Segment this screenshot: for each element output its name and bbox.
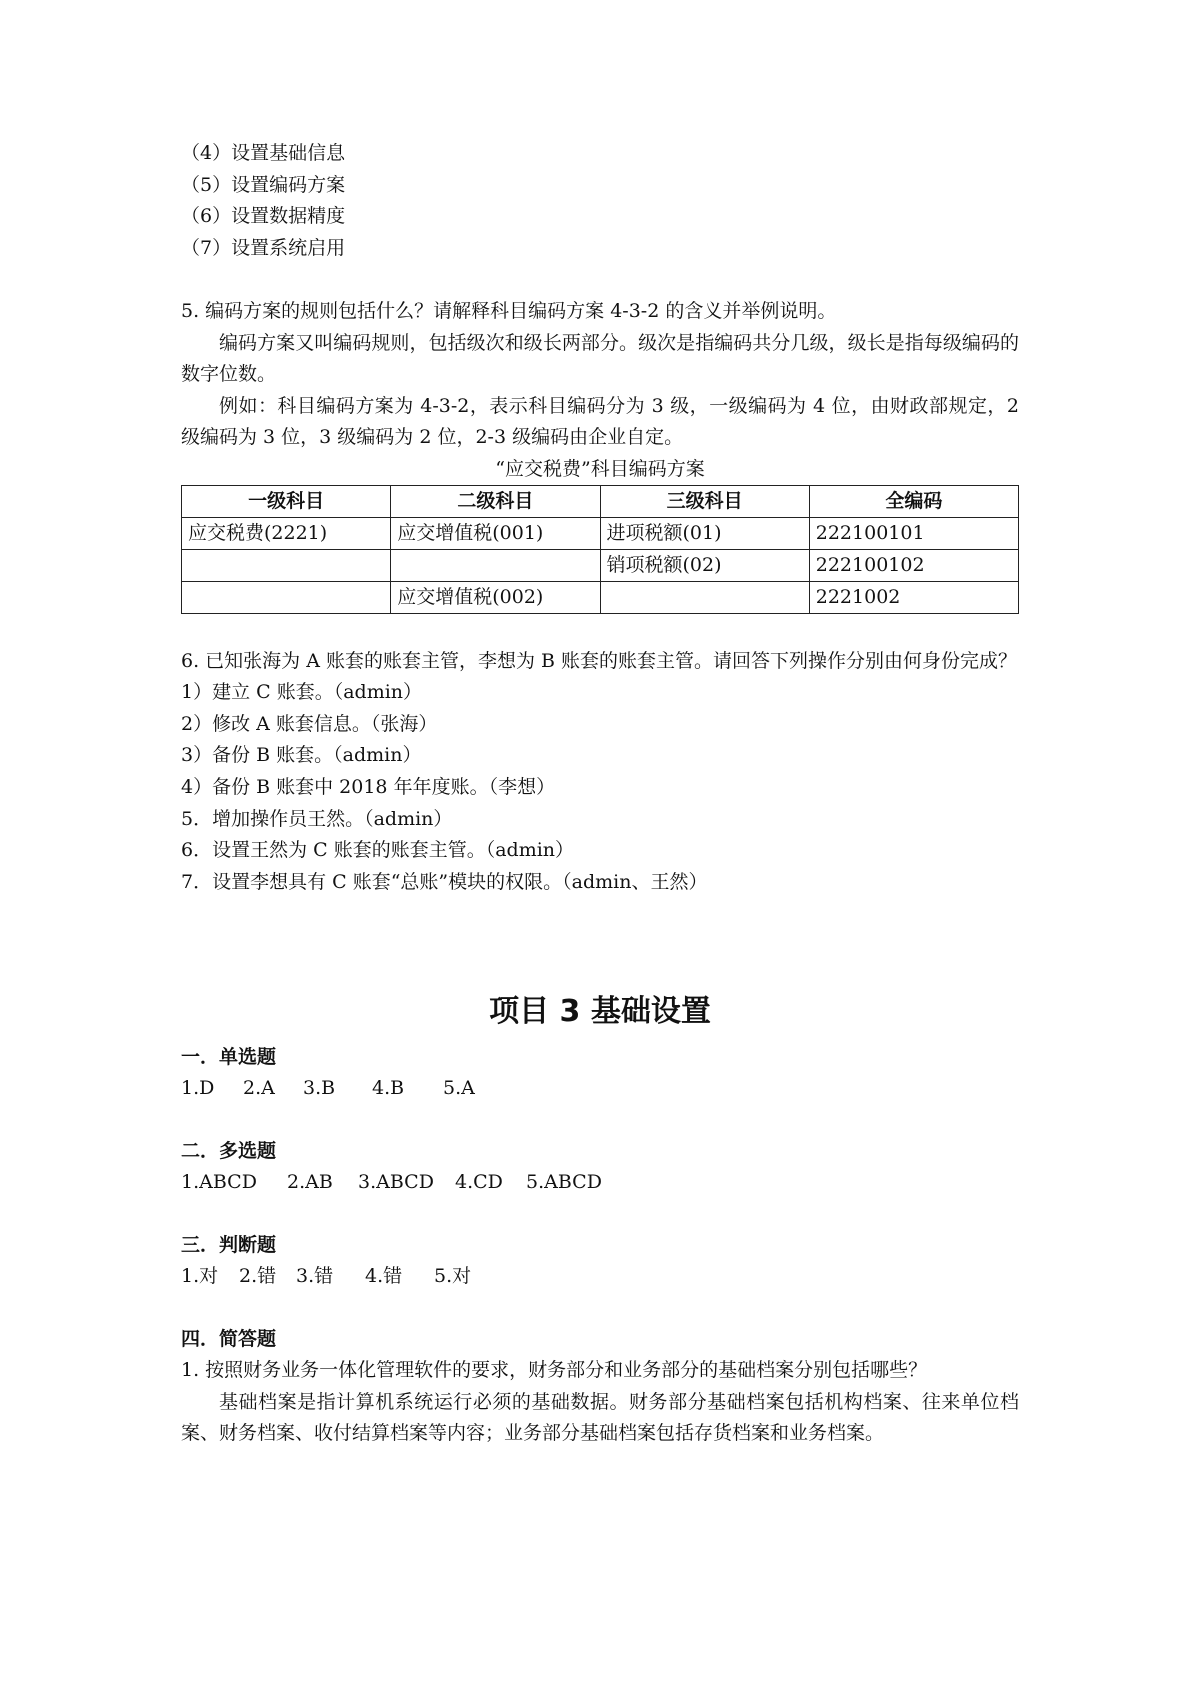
table-cell: 应交增值税(001) — [391, 517, 600, 549]
header-level-3: 三级科目 — [600, 485, 809, 517]
spacer — [181, 1104, 1019, 1136]
spacer — [181, 1292, 1019, 1324]
setup-step: （7）设置系统启用 — [181, 236, 346, 259]
question-6-item: 5．增加操作员王然。（admin） — [181, 807, 453, 830]
table-cell: 222100101 — [809, 517, 1018, 549]
question-6-item: 4）备份 B 账套中 2018 年年度账。（李想） — [181, 775, 556, 798]
section-multiple-choice — [181, 1136, 1019, 1198]
section-heading: 一．单选题 — [181, 1046, 277, 1069]
setup-step: （6）设置数据精度 — [181, 205, 346, 228]
answer-item: 4.错 — [365, 1265, 403, 1288]
answer-item: 5.ABCD — [526, 1171, 602, 1194]
question-5 — [181, 296, 1019, 454]
table-cell: 应交增值税(002) — [391, 581, 600, 613]
header-full-code: 全编码 — [809, 485, 1018, 517]
question-6-item: 1）建立 C 账套。（admin） — [181, 681, 423, 704]
coding-scheme-table — [181, 485, 1019, 614]
section-heading: 四．简答题 — [181, 1328, 277, 1351]
answer-item: 3.ABCD — [358, 1171, 434, 1194]
answer-item: 5.A — [443, 1077, 475, 1100]
section-true-false — [181, 1230, 1019, 1292]
table-cell: 应交税费(2221) — [182, 517, 391, 549]
question-5-answer-1: 编码方案又叫编码规则，包括级次和级长两部分。级次是指编码共分几级，级长是指每级编码的数字位数。 — [181, 331, 1019, 386]
document-page — [181, 138, 1019, 1450]
short-answer-question: 1. 按照财务业务一体化管理软件的要求，财务部分和业务部分的基础档案分别包括哪些？ — [181, 1359, 928, 1382]
table-row — [182, 581, 1019, 613]
answer-row — [181, 1073, 1019, 1104]
answer-item: 4.CD — [455, 1171, 503, 1194]
spacer — [181, 264, 1019, 296]
answer-item: 1.D — [181, 1077, 215, 1100]
answer-item: 1.对 — [181, 1265, 219, 1288]
answer-item: 2.AB — [287, 1171, 333, 1194]
project-title: 项目 3 基础设置 — [489, 994, 711, 1030]
table-cell — [391, 549, 600, 581]
table-cell: 进项税额(01) — [600, 517, 809, 549]
header-level-1: 一级科目 — [182, 485, 391, 517]
answer-row — [181, 1261, 1019, 1292]
question-6 — [181, 646, 1019, 899]
short-answer-text: 基础档案是指计算机系统运行必须的基础数据。财务部分基础档案包括机构档案、往来单位档案、财务档案、收付结算档案等内容；业务部分基础档案包括存货档案和业务档案。 — [181, 1390, 1019, 1445]
answer-item: 5.对 — [434, 1265, 472, 1288]
question-5-answer-2: 例如：科目编码方案为 4-3-2，表示科目编码分为 3 级，一级编码为 4 位，由财政部规定，2 级编码为 3 位，3 级编码为 2 位，2-3 级编码由企业自定。 — [181, 394, 1019, 449]
table-cell — [600, 581, 809, 613]
answer-item: 4.B — [372, 1077, 405, 1100]
question-6-item: 6．设置王然为 C 账套的账套主管。（admin） — [181, 839, 575, 862]
section-short-answer — [181, 1324, 1019, 1450]
question-6-item: 7．设置李想具有 C 账套“总账”模块的权限。（admin、王然） — [181, 870, 708, 893]
question-6-item: 3）备份 B 账套。（admin） — [181, 744, 422, 767]
question-5-text: 5. 编码方案的规则包括什么？请解释科目编码方案 4-3-2 的含义并举例说明。 — [181, 299, 837, 322]
table-header-row — [182, 485, 1019, 517]
section-heading: 三．判断题 — [181, 1234, 277, 1257]
header-level-2: 二级科目 — [391, 485, 600, 517]
question-6-item: 2）修改 A 账套信息。（张海） — [181, 712, 438, 735]
section-heading: 二．多选题 — [181, 1140, 277, 1163]
answer-row — [181, 1167, 1019, 1198]
table-cell — [182, 581, 391, 613]
table-cell: 2221002 — [809, 581, 1018, 613]
answer-item: 3.错 — [296, 1265, 334, 1288]
section-single-choice — [181, 1042, 1019, 1104]
spacer — [181, 614, 1019, 646]
table-cell: 销项税额(02) — [600, 549, 809, 581]
answer-item: 2.A — [243, 1077, 275, 1100]
answer-item: 3.B — [303, 1077, 336, 1100]
table-cell — [182, 549, 391, 581]
answer-item: 1.ABCD — [181, 1171, 257, 1194]
answer-item: 2.错 — [239, 1265, 277, 1288]
question-6-text: 6. 已知张海为 A 账套的账套主管，李想为 B 账套的账套主管。请回答下列操作分别由何身份完成？ — [181, 649, 1018, 672]
setup-step: （4）设置基础信息 — [181, 142, 346, 164]
setup-step: （5）设置编码方案 — [181, 173, 346, 196]
table-row — [182, 517, 1019, 549]
table-caption: “应交税费”科目编码方案 — [495, 457, 705, 480]
spacer — [181, 1198, 1019, 1230]
setup-steps-list — [181, 138, 1019, 264]
table-row — [182, 549, 1019, 581]
table-cell: 222100102 — [809, 549, 1018, 581]
